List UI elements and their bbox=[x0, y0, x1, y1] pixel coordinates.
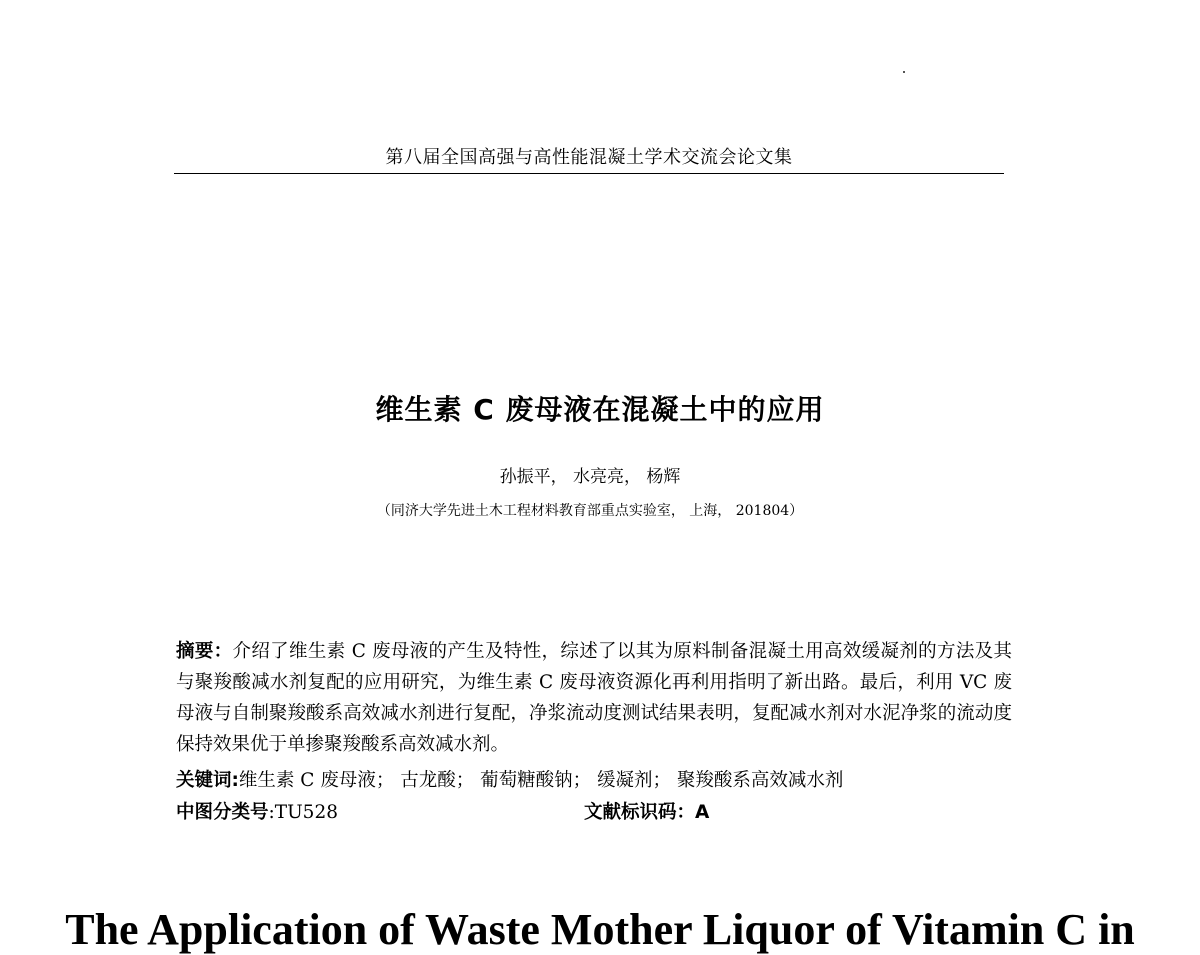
authors: 孙振平， 水亮亮， 杨辉 bbox=[499, 467, 681, 487]
classification-line bbox=[176, 800, 1012, 826]
keywords bbox=[176, 768, 1012, 794]
doc-code-label: 文献标识码： bbox=[584, 802, 696, 823]
scan-speck bbox=[903, 71, 905, 73]
doc-code-value: A bbox=[695, 802, 710, 823]
document-code bbox=[584, 800, 709, 826]
keywords-label: 关键词: bbox=[176, 770, 239, 791]
clc-label: 中图分类号 bbox=[176, 802, 269, 823]
clc-value: :TU528 bbox=[268, 802, 338, 823]
abstract-text: 介绍了维生素 C 废母液的产生及特性，综述了以其为原料制备混凝土用高效缓凝剂的方法及其与聚羧酸减水剂复配的应用研究，为维生素 C 废母液资源化再利用指明了新出路。最后，利用 VC 废母液与自制聚羧酸系高效减水剂进行复配，净浆流动度测试结果表明，复配减水剂对水泥净浆的流动度保持效果优于单掺聚羧酸系高效减水剂。 bbox=[176, 641, 1012, 755]
paper-title: 维生素 C 废母液在混凝土中的应用 bbox=[375, 393, 825, 426]
keywords-text: 维生素 C 废母液； 古龙酸； 葡萄糖酸钠； 缓凝剂； 聚羧酸系高效减水剂 bbox=[238, 770, 844, 791]
abstract-label: 摘要： bbox=[176, 641, 233, 662]
affiliation: （同济大学先进土木工程材料教育部重点实验室， 上海， 201804） bbox=[376, 503, 804, 519]
running-header: 第八届全国高强与高性能混凝土学术交流会论文集 bbox=[385, 147, 793, 168]
english-title: The Application of Waste Mother Liquor of Vitamin C in bbox=[65, 905, 1135, 954]
header-rule bbox=[174, 173, 1004, 174]
abstract bbox=[176, 636, 1012, 760]
